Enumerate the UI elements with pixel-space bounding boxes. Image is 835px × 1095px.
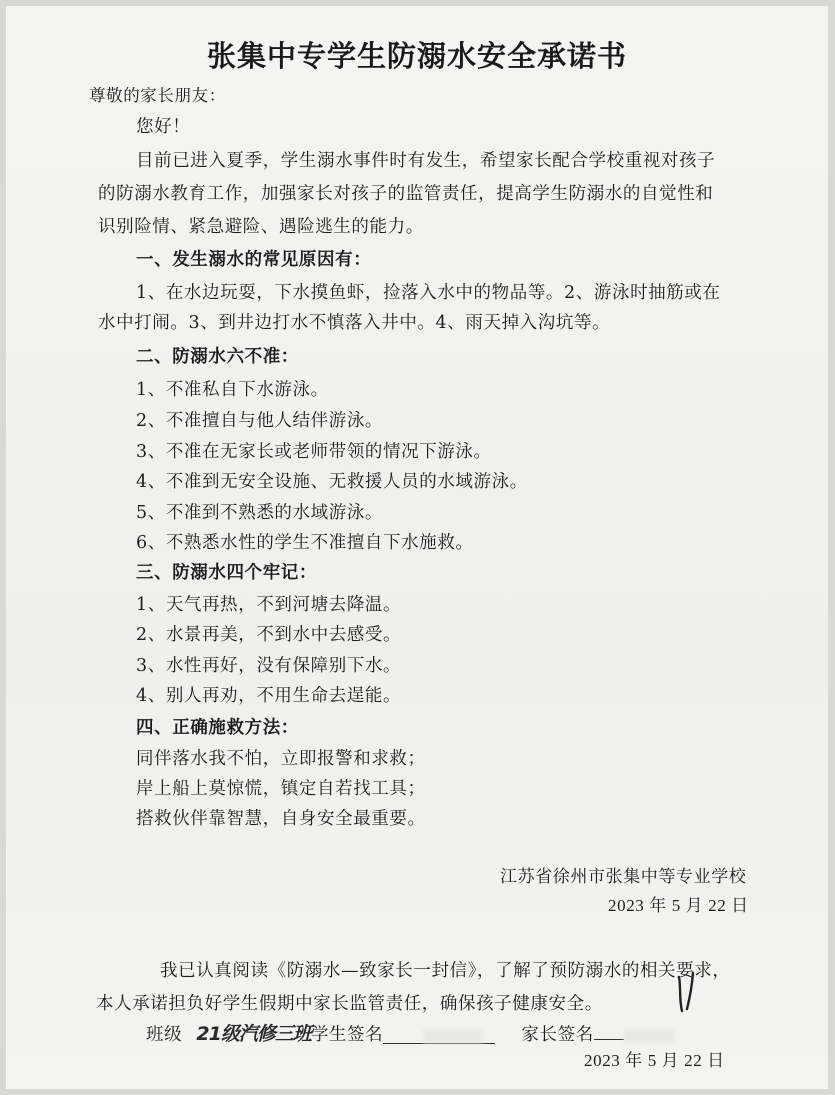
section-1-line-2: 水中打闹。3、到井边打水不慎落入井中。4、雨天掉入沟坑等。: [98, 313, 611, 333]
greeting: 尊敬的家长朋友：: [89, 86, 226, 105]
parent-signature-label: 家长签名: [521, 1025, 594, 1045]
section-4-line-1: 同伴落水我不怕，立即报警和求救；: [136, 749, 426, 769]
section-3-item-4: 4、别人再劝，不用生命去逞能。: [136, 686, 402, 706]
pledge-line-2: 本人承诺担负好学生假期中家长监管责任，确保孩子健康安全。: [96, 994, 603, 1014]
signature-row: [146, 1019, 674, 1046]
section-heading-4: 四、正确施救方法：: [136, 718, 299, 738]
parent-signature-field: [594, 1021, 624, 1040]
intro-line-3: 识别险情、紧急避险、遇险逃生的能力。: [98, 217, 424, 237]
class-value-handwriting: 21级汽修三班: [196, 1023, 311, 1045]
section-3-item-1: 1、天气再热，不到河塘去降温。: [136, 595, 402, 615]
signature-mark: [673, 971, 703, 1015]
section-2-item-3: 3、不准在无家长或老师带领的情况下游泳。: [136, 442, 492, 462]
issue-date: 2023 年 5 月 22 日: [608, 896, 749, 915]
signature-date: 2023 年 5 月 22 日: [584, 1051, 725, 1070]
student-signature-field: [383, 1025, 495, 1044]
hello-line: 您好！: [136, 117, 191, 137]
pledge-line-1: 我已认真阅读《防溺水—致家长一封信》，了解了预防溺水的相关要求，: [160, 961, 731, 981]
section-2-item-4: 4、不准到无安全设施、无救援人员的水域游泳。: [136, 472, 528, 492]
document-title: 张集中专学生防溺水安全承诺书: [206, 39, 627, 73]
redaction-mark-2: [624, 1029, 674, 1043]
section-4-line-2: 岸上船上莫惊慌，镇定自若找工具；: [136, 779, 426, 799]
section-3-item-2: 2、水景再美，不到水中去感受。: [136, 625, 402, 645]
document-page: [6, 6, 828, 1089]
section-2-item-5: 5、不准到不熟悉的水域游泳。: [136, 503, 384, 523]
section-2-item-1: 1、不准私自下水游泳。: [136, 380, 329, 400]
intro-line-2: 的防溺水教育工作，加强家长对孩子的监管责任，提高学生防溺水的自觉性和: [98, 184, 714, 204]
school-name: 江苏省徐州市张集中等专业学校: [500, 867, 747, 887]
student-signature-label: 学生签名: [310, 1025, 384, 1045]
section-2-item-6: 6、不熟悉水性的学生不准擅自下水施救。: [136, 533, 474, 553]
section-heading-1: 一、发生溺水的常见原因有：: [136, 250, 372, 270]
section-4-line-3: 搭救伙伴靠智慧，自身安全最重要。: [136, 809, 426, 829]
class-label: 班级: [146, 1025, 183, 1045]
section-2-item-2: 2、不准擅自与他人结伴游泳。: [136, 411, 384, 431]
section-3-item-3: 3、水性再好，没有保障别下水。: [136, 656, 402, 676]
intro-line-1: 目前已进入夏季，学生溺水事件时有发生，希望家长配合学校重视对孩子: [136, 151, 716, 171]
redaction-mark: [423, 1029, 483, 1043]
section-heading-3: 三、防溺水四个牢记：: [136, 563, 317, 583]
section-heading-2: 二、防溺水六不准：: [136, 347, 299, 367]
section-1-line-1: 1、在水边玩耍，下水摸鱼虾，捡落入水中的物品等。2、游泳时抽筋或在: [136, 283, 721, 303]
